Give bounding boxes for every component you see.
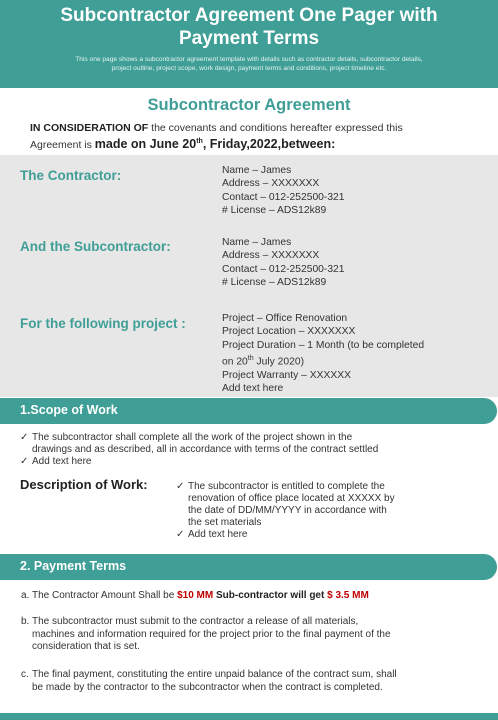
page-description-line2: project outline, project scope, work design, payment terms and conditions, project timeline etc. [111,65,387,72]
project-add-text: Add text here [222,382,284,394]
payment-a-mid: will get [287,590,328,601]
agreement-title: Subcontractor Agreement [147,96,351,114]
page-description-line1: This one page shows a subcontractor agreement template with details such as contractor details, subcontractor details, [75,56,423,63]
duration-date-a: on 20 [222,356,248,368]
checkmark-icon: ✓ [176,529,185,540]
scope-section-bar [0,398,498,424]
description-item1-line3: the date of DD/MM/YYYY in accordance with [188,505,387,516]
description-list [176,481,446,541]
project-location: Project Location – XXXXXXX [222,326,356,338]
payment-c-text [32,669,452,694]
contractor-license: # License – ADS12k89 [222,204,327,216]
duration-date-b: July 2020) [253,356,304,368]
project-warranty: Project Warranty – XXXXXX [222,369,351,381]
intro-date-a: made on June 20 [94,137,197,152]
payment-c-line1: The final payment, constituting the entire unpaid balance of the contract sum, shall [32,669,397,680]
page-description [0,50,498,73]
intro-bold: IN CONSIDERATION OF [30,122,149,134]
scope-item [20,432,460,456]
intro-date-sup: th [196,138,203,145]
payment-a-value: $ 3.5 MM [327,590,369,601]
scope-item1-line1: The subcontractor shall complete all the work of the project shown in the [32,432,353,443]
payment-marker-b: b. [21,616,30,627]
intro-date [95,137,336,151]
contractor-label: The Contractor: [20,168,122,183]
footer-bar [0,713,498,720]
contractor-details [222,164,345,217]
intro-date-b: , Friday,2022,between: [202,137,336,152]
project-name: Project – Office Renovation [222,313,348,324]
payment-b-line2: machines and information required for the project prior to the final payment of the [32,628,391,640]
subcontractor-address: Address – XXXXXXX [222,250,320,262]
subcontractor-details [222,236,345,289]
payment-marker-a: a. [21,590,30,601]
contractor-name: Name – James [222,165,292,176]
payment-section-bar [0,554,498,580]
checkmark-icon: ✓ [176,481,185,492]
project-duration-line2 [222,352,424,369]
description-item1-line1: The subcontractor is entitled to complete the [188,481,385,492]
subcontractor-label: And the Subcontractor: [20,239,171,254]
payment-b-line3: consideration that is set. [32,641,140,652]
page-title [0,0,498,50]
description-item [176,529,446,541]
subcontractor-name: Name – James [222,237,292,248]
payment-b-text [32,616,452,654]
intro-rest: the covenants and conditions hereafter expressed this [148,122,403,134]
agreement-intro [30,121,450,152]
description-of-work-label: Description of Work: [20,477,148,492]
agreement-intro-line2 [30,135,450,152]
payment-c-line2: be made by the contractor to the subcontractor when the contract is completed. [32,681,383,693]
description-item2: Add text here [188,529,248,540]
page-title-line1: Subcontractor Agreement One Pager with [60,5,438,26]
intro-prefix: Agreement is [30,139,95,152]
contractor-address: Address – XXXXXXX [222,178,320,190]
scope-list [20,432,460,468]
description-item1-line2: renovation of office place located at XXXXX by [188,493,395,504]
scope-item1-line2: drawings and as described, all in accordance with terms of the contract settled [32,444,379,455]
description-item [176,481,446,529]
project-label: For the following project : [20,316,186,331]
scope-item [20,456,460,468]
header-banner [0,0,498,88]
checkmark-icon: ✓ [20,432,29,443]
contractor-contact: Contact – 012-252500-321 [222,191,345,203]
duration-date-sup: th [247,354,254,362]
scope-item2: Add text here [32,456,92,467]
payment-a-sub: Sub-contractor [213,590,288,601]
payment-a-prefix: The Contractor Amount Shall be [32,590,178,601]
subcontractor-contact: Contact – 012-252500-321 [222,263,345,275]
project-details [222,312,424,395]
payment-a-amount: $10 MM [177,590,214,601]
scope-heading: 1.Scope of Work [20,403,118,417]
agreement-intro-line1 [30,121,450,135]
page-title-line2: Payment Terms [178,28,320,49]
payment-b-line1: The subcontractor must submit to the contractor a release of all materials, [32,616,359,627]
subcontractor-license: # License – ADS12k89 [222,276,327,288]
payment-a-text [32,590,452,603]
description-item1-line4: the set materials [188,517,262,528]
payment-heading: 2. Payment Terms [20,559,127,573]
project-duration-line1: Project Duration – 1 Month (to be completed [222,339,425,351]
payment-marker-c: c. [21,669,29,680]
checkmark-icon: ✓ [20,456,29,467]
